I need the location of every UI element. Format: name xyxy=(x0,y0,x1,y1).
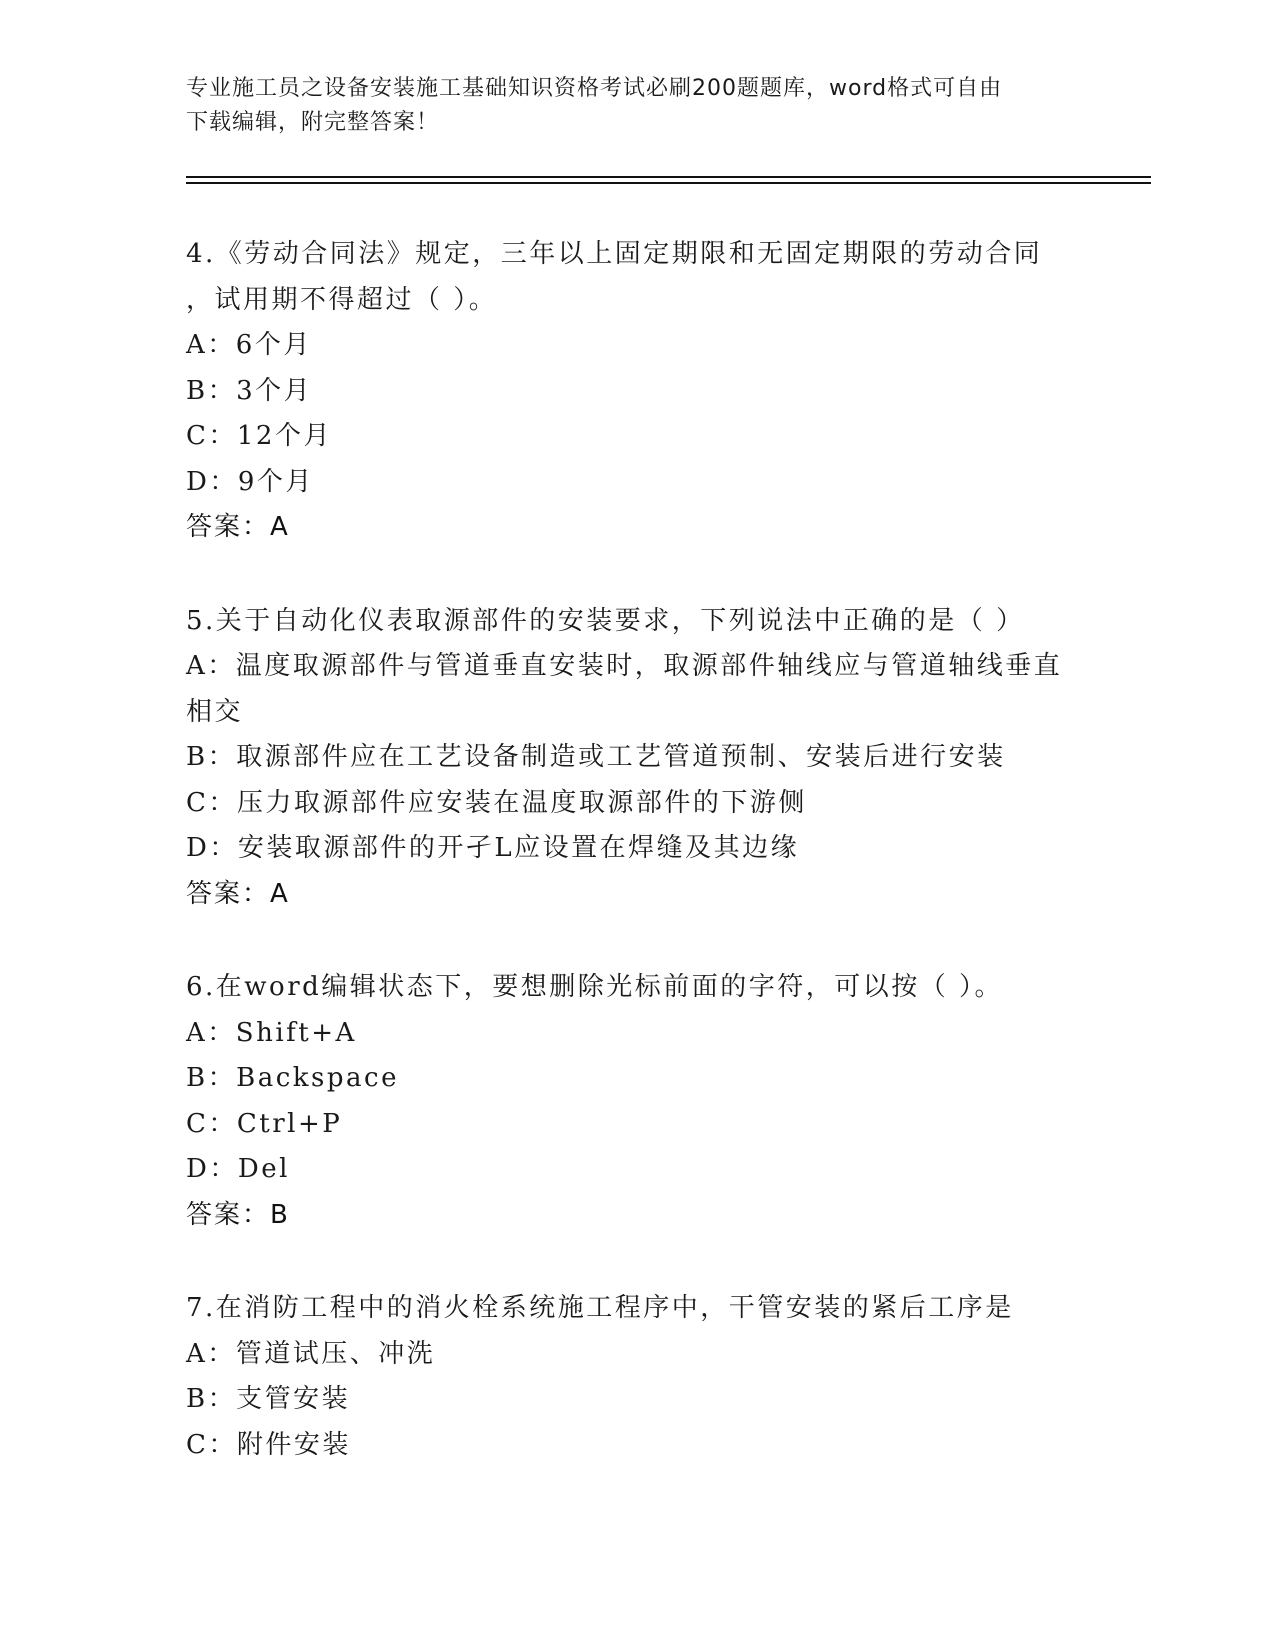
question-stem: ，试用期不得超过（ ）。 xyxy=(186,284,498,315)
question-stem: 4.《劳动合同法》规定，三年以上固定期限和无固定期限的劳动合同 xyxy=(186,239,1043,269)
option-d: D：安装取源部件的开孑L应设置在焊缝及其边缘 xyxy=(186,833,800,863)
option-a: A：管道试压、冲洗 xyxy=(186,1338,436,1369)
question-stem: 6.在word编辑状态下，要想删除光标前面的字符，可以按（ ）。 xyxy=(186,972,1004,1002)
option-c: C：12个月 xyxy=(186,421,332,451)
header-divider-top xyxy=(186,176,1151,178)
option-a: A：6个月 xyxy=(186,330,312,360)
option-b: B：Backspace xyxy=(186,1063,399,1093)
option-d: D：Del xyxy=(186,1154,290,1184)
option-d: D：9个月 xyxy=(186,466,314,497)
question-list xyxy=(186,232,1086,1516)
option-a-continuation: 相交 xyxy=(186,696,244,727)
option-b: B：3个月 xyxy=(186,375,313,406)
question-6 xyxy=(186,965,1086,1238)
document-header xyxy=(186,72,1066,140)
option-a: A：Shift+A xyxy=(186,1017,357,1048)
option-c: C：附件安装 xyxy=(186,1429,351,1460)
answer-line: 答案：A xyxy=(186,878,290,909)
answer-line: 答案：A xyxy=(186,512,290,542)
question-stem: 7.在消防工程中的消火栓系统施工程序中，干管安装的紧后工序是 xyxy=(186,1293,1014,1323)
answer-line: 答案：B xyxy=(186,1199,290,1230)
question-7 xyxy=(186,1286,1086,1468)
header-divider-bottom xyxy=(186,182,1151,184)
header-title-line-2: 下载编辑，附完整答案！ xyxy=(186,110,440,135)
question-stem: 5.关于自动化仪表取源部件的安装要求，下列说法中正确的是（ ） xyxy=(186,605,1025,636)
header-title-line-1: 专业施工员之设备安装施工基础知识资格考试必刷200题题库，word格式可自由 xyxy=(186,76,1003,101)
question-4 xyxy=(186,232,1086,551)
option-b: B：取源部件应在工艺设备制造或工艺管道预制、安装后进行安装 xyxy=(186,742,1006,772)
option-b: B：支管安装 xyxy=(186,1384,351,1414)
option-c: C：压力取源部件应安装在温度取源部件的下游侧 xyxy=(186,787,807,818)
option-a: A：温度取源部件与管道垂直安装时，取源部件轴线应与管道轴线垂直 xyxy=(186,651,1063,681)
option-c: C：Ctrl+P xyxy=(186,1108,343,1139)
question-5 xyxy=(186,599,1086,918)
